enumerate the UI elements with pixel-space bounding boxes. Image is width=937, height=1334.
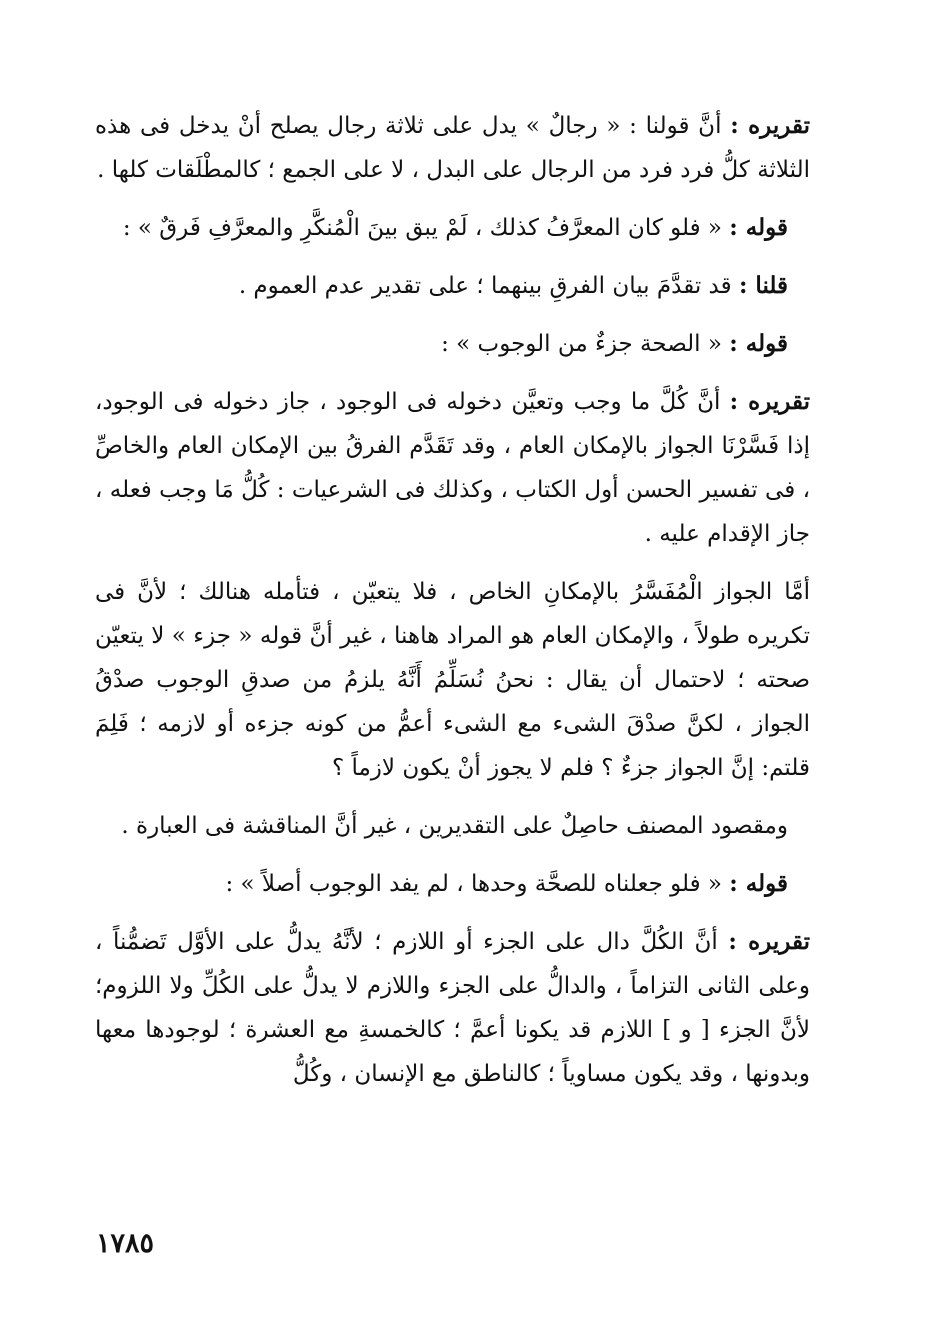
paragraph-lead: تقريره : — [730, 112, 810, 139]
paragraph-text: ومقصود المصنف حاصِلٌ على التقديرين ، غير أنَّ المناقشة فى العبارة . — [121, 813, 788, 839]
paragraph-1 — [95, 104, 810, 192]
paragraph-6 — [95, 570, 810, 790]
paragraph-text: « فلو كان المعرَّفُ كذلك ، لَمْ يبق بينَ الْمُنكَّرِ والمعرَّفِ فَرقٌ » : — [122, 215, 730, 241]
paragraph-8 — [95, 862, 810, 906]
paragraph-4 — [95, 322, 810, 366]
paragraph-text: أنَّ الكُلَّ دال على الجزء أو اللازم ؛ لأنَّهُ يدلُّ على الأوَّل تَضمُّناً ، وعلى الثانى التزاماً ، والدالُّ على الجزء واللازم لا يدلُّ على الكُلِّ ولا اللزوم؛ لأنَّ الجزء [ و ] اللازم قد يكونا أعمَّ ؛ كالخمسةِ مع العشرة ؛ لوجودها معها وبدونها ، وقد يكون مساوياً ؛ كالناطق مع الإنسان ، وكُلُّ — [95, 929, 810, 1087]
paragraph-5 — [95, 380, 810, 556]
paragraph-lead: قوله : — [729, 214, 788, 241]
paragraph-lead: قوله : — [729, 330, 788, 357]
paragraph-lead: قلنا : — [738, 272, 788, 299]
paragraph-9 — [95, 920, 810, 1096]
paragraph-lead: قوله : — [729, 870, 788, 897]
paragraph-text: أمَّا الجواز الْمُفَسَّرُ بالإمكانِ الخاص ، فلا يتعيّن ، فتأمله هنالك ؛ لأنَّ فى تكريره طولاً ، والإمكان العام هو المراد هاهنا ، غير أنَّ قوله « جزء » لا يتعيّن صحته ؛ لاحتمال أن يقال : نحنُ نُسَلِّمُ أَنَّهُ يلزمُ من صدقِ الوجوب صدْقُ الجواز ، لكنَّ صدْقَ الشىء مع الشىء أعمُّ من كونه جزءه أو لازمه ؛ فَلِمَ قلتم: إنَّ الجواز جزءٌ ؟ فلم لا يجوز أنْ يكون لازماً ؟ — [95, 579, 810, 781]
paragraph-text: قد تقدَّمَ بيان الفرقِ بينهما ؛ على تقدير عدم العموم . — [238, 273, 739, 299]
page-number: ١٧٨٥ — [96, 1228, 155, 1259]
paragraph-text: « فلو جعلناه للصحَّة وحدها ، لم يفد الوجوب أصلاً » : — [225, 871, 730, 897]
paragraph-7 — [95, 804, 810, 848]
paragraph-2 — [95, 206, 810, 250]
paragraph-lead: تقريره : — [729, 388, 810, 415]
paragraph-lead: تقريره : — [728, 928, 810, 955]
paragraph-3 — [95, 264, 810, 308]
paragraph-text: أنَّ قولنا : « رجالٌ » يدل على ثلاثة رجال يصلح أنْ يدخل فى هذه الثلاثة كلُّ فرد فرد من الرجال على البدل ، لا على الجمع ؛ كالمطْلَقات كلها . — [95, 113, 810, 183]
body-text — [95, 104, 810, 1096]
paragraph-text: « الصحة جزءٌ من الوجوب » : — [441, 331, 730, 357]
paragraph-text: أنَّ كُلَّ ما وجب وتعيَّن دخوله فى الوجود ، جاز دخوله فى الوجود، إذا فَسَّرْنَا الجواز بالإمكان العام ، وقد تَقَدَّم الفرقُ بين الإمكان العام والخاصِّ ، فى تفسير الحسن أول الكتاب ، وكذلك فى الشرعيات : كُلُّ مَا وجب فعله ، جاز الإقدام عليه . — [95, 389, 810, 547]
